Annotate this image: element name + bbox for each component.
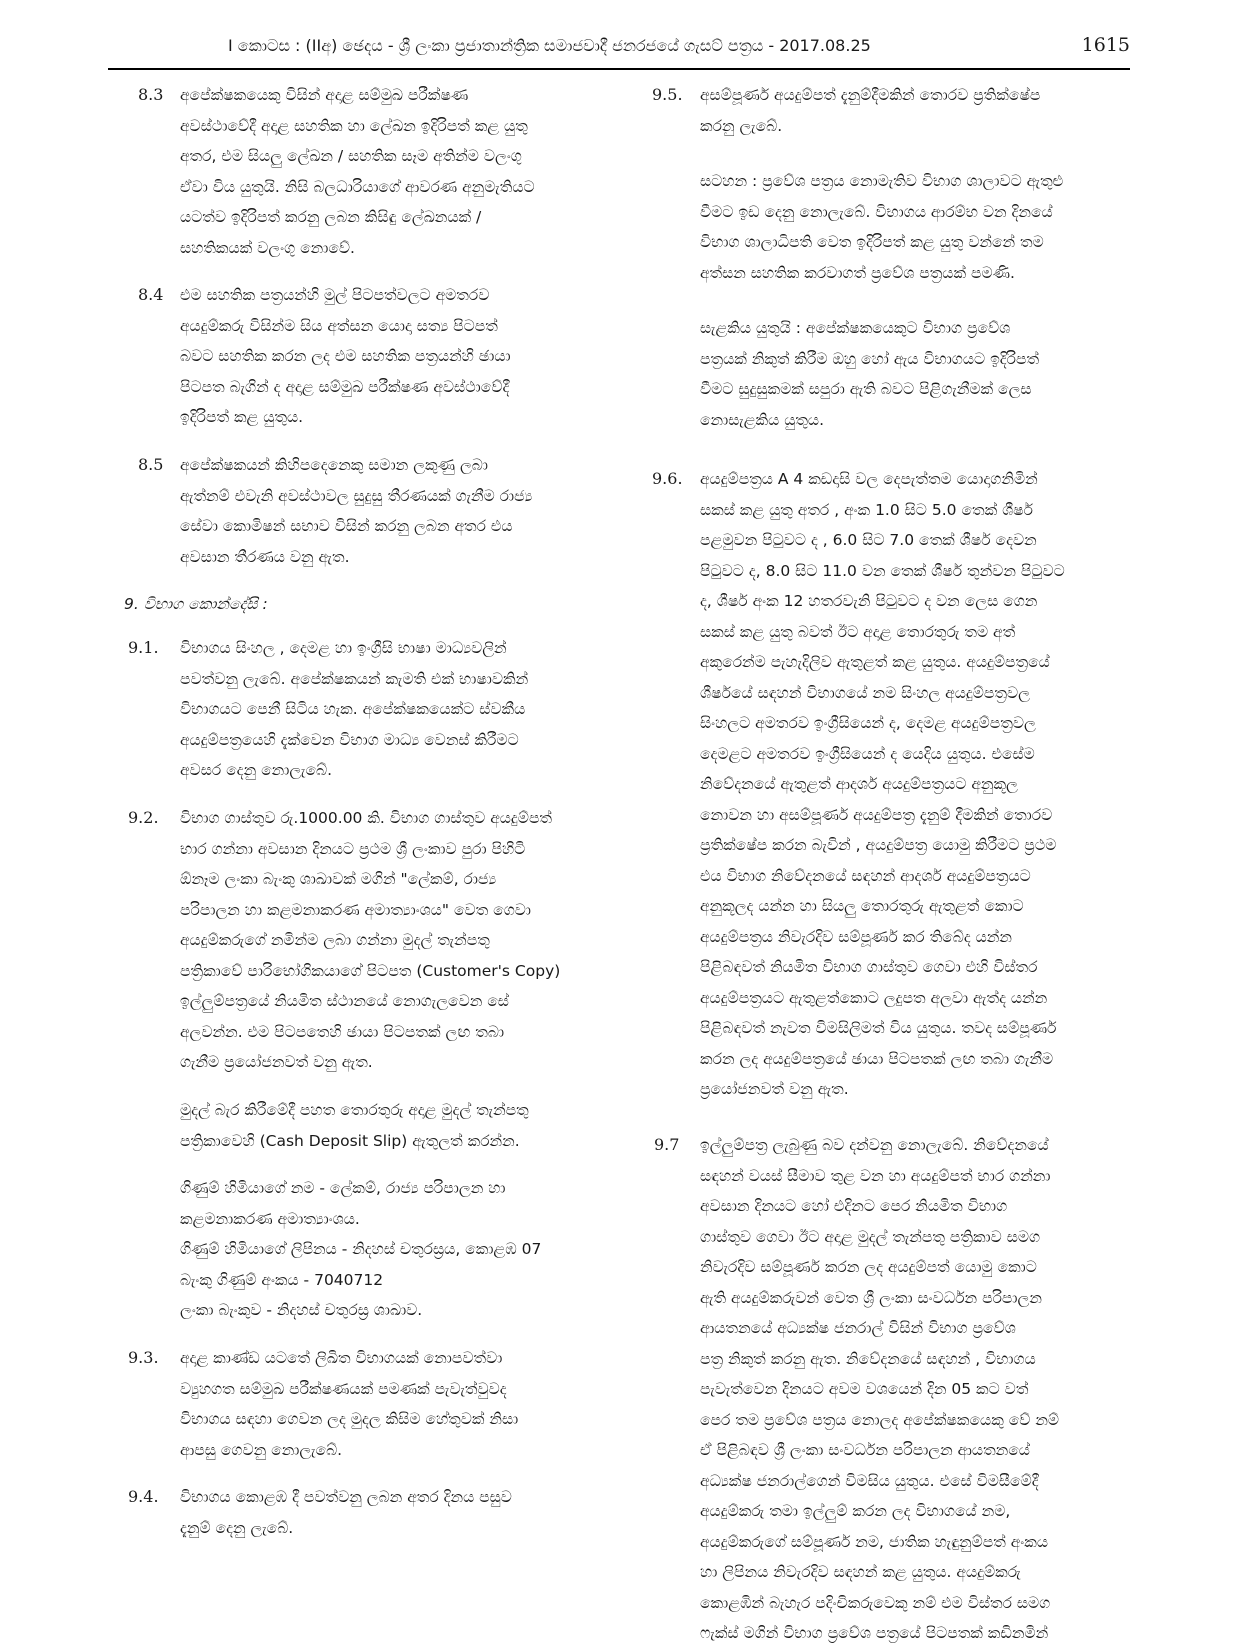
text-line: අපේක්ෂකයෙකු විසින් අදාළ සම්මුඛ පරීක්ෂණ xyxy=(180,86,469,104)
text-line: ව්‍යුහගත සම්මුඛ පරීක්ෂණයක් පමණක් පැවැත්වුවද xyxy=(180,1379,507,1398)
text-line: සේවා කොමිෂන් සභාව විසින් කරනු ලබන අතර එය xyxy=(180,517,513,535)
text-line: ශීර්ෂයේ සඳහන් විභාගයේ නම සිංහල අයදුම්පත්‍රවල xyxy=(700,683,1030,702)
text-line: විභාග ගාස්තුව රු.1000.00 කි. විභාග ගාස්තුව අයදුම්පත් xyxy=(180,809,553,827)
text-line: විභාග ශාලාධිපති වෙත ඉදිරිපත් කළ යුතු වන්නේ තම xyxy=(700,233,1044,251)
text-line: භාර ගන්නා අවසාන දිනයට ප්‍රථම ශ්‍රී ලංකාව පුරා පිහිටි xyxy=(180,839,526,858)
text-line: ගාස්තුව ගෙවා ඊට අදාළ මුදල් තැන්පතු පත්‍රිකාව සමග xyxy=(700,1227,1041,1246)
text-line: ඉල්ලුම්පත්‍රයේ නියමිත ස්ථානයේ නොගැලවෙන සේ xyxy=(180,992,509,1010)
clause-text xyxy=(180,1173,610,1326)
text-line: අයදුම්කරුගේ සම්පූර්ණ නම, ජාතික හැඳුනුම්පත් අංකය xyxy=(700,1532,1048,1551)
clause-number: 9.2. xyxy=(128,808,159,827)
text-line: අසම්පූර්ණ අයදුම්පත් දැනුම්දීමකින් තොරව ප්‍රතික්ෂේප xyxy=(700,86,1041,104)
text-line: පෙර තම ප්‍රවේශ පත්‍රය නොලද අපේක්ෂකයෙකු වේ නම් xyxy=(700,1410,1060,1429)
clause-9-4 xyxy=(120,1482,610,1546)
text-line: ආයතනයේ අධ්‍යක්ෂ ජනරාල් විසින් විභාග ප්‍රවේශ xyxy=(700,1319,1016,1337)
text-line: නිවැරදිව සම්පූර්ණ කරන ලද අයදුම්පත් යොමු කොට xyxy=(700,1258,1037,1276)
clause-text xyxy=(180,633,610,786)
text-line: පත්‍රයක් නිකුත් කිරීම ඔහු හෝ ඇය විභාගයට ඉදිරිපත් xyxy=(700,349,1040,368)
text-line: පැවැත්වෙන දිනයට අවම වශයෙන් දින 05 කට වත් xyxy=(700,1380,1029,1398)
text-line: අයදුම්කරු විසින්ම සිය අත්සන යොදා සත්‍ය පිටපත් xyxy=(180,316,498,335)
page-header xyxy=(108,30,1130,64)
text-line: ඕනෑම ලංකා බැංකු ශාඛාවක් මගින් "ලේකම්, රාජ්‍ය xyxy=(180,870,497,888)
text-line: පිළිබඳවත් නියමිත විභාග ගාස්තුව ගෙවා එහි විස්තර xyxy=(700,958,1038,976)
text-line: ආපසු ගෙවනු නොලැබේ. xyxy=(180,1440,343,1459)
text-line: අවසාන දිනයට හෝ එදිනට පෙර නියමිත විභාග xyxy=(700,1197,1008,1215)
text-line: ඒ පිළිබඳව ශ්‍රී ලංකා සංවර්ධන පරිපාලන ආයතනයේ xyxy=(700,1441,1030,1459)
text-line: පළමුවන පිටුවට ද , 6.0 සිට 7.0 තෙක් ශීර්ෂ දෙවන xyxy=(700,531,1037,549)
text-line: අධ්‍යක්ෂ ජනරාල්ගෙන් විමසිය යුතුය. එසේ විමසීමේදී xyxy=(700,1471,1039,1490)
text-line: එය විභාග නිවේදනයේ සඳහන් ආදර්ශ අයදුම්පත්‍රයට xyxy=(700,866,1031,885)
text-line: පිළිබඳවත් නැවත විමසිලිමත් විය යුතුය. තවද සම්පූර්ණ xyxy=(700,1019,1057,1037)
text-line: මුදල් බැර කිරීමේදී පහත තොරතුරු අදාළ මුදල් තැන්පතු xyxy=(180,1101,529,1119)
clause-number: 9.4. xyxy=(128,1487,159,1506)
text-line: ෆැක්ස් මගින් විභාග ප්‍රවේශ පත්‍රයේ පිටපතක් කඩිනමින් xyxy=(700,1624,1049,1642)
left-column xyxy=(120,80,610,1546)
clause-number: 8.5 xyxy=(138,455,164,474)
clause-number: 9.7 xyxy=(654,1135,680,1154)
text-line: බැංකු ගිණුම් අංකය - 7040712 xyxy=(180,1270,384,1289)
text-line: පිටපත බැගින් ද අදාළ සම්මුඛ පරීක්ෂණ අවස්ථාවේදී xyxy=(180,377,510,396)
text-line: අයදුම්පත්‍රයට ඇතුළත්කොට ලදුපත අලවා ඇත්ද යන්න xyxy=(700,988,1048,1007)
section-9-heading: 9. විභාග කොන්දේසි : xyxy=(124,595,268,613)
text-line: සහතිකයක් වලංගු නොවේ. xyxy=(180,238,355,257)
text-line: ද, ශීර්ෂ අංක 12 හතරවැනි පිටුවට ද වන ලෙස ගෙන xyxy=(700,592,1038,610)
text-line: අනුකූලද යන්න හා සියලු තොරතුරු ඇතුළත් කොට xyxy=(700,897,1024,915)
text-line: සිංහලට අමතරව ඉංග්‍රීසියෙන් ද, දෙමළ අයදුම්පත්‍රවල xyxy=(700,714,1036,732)
text-line: අතර, එම සියලු ලේඛන / සහතික සෑම අතින්ම වලංගු xyxy=(180,147,522,165)
warning-block xyxy=(648,313,1124,438)
clause-number: 8.3 xyxy=(138,85,164,104)
clause-number: 9.5. xyxy=(652,85,683,104)
text-line: ලංකා බැංකුව - නිදහස් චතුරස්‍ර ශාඛාව. xyxy=(180,1301,423,1319)
text-line: කරන ලද අයදුම්පත්‍රයේ ඡායා පිටපතක් ලඟ තබා ගැනීම xyxy=(700,1049,1054,1068)
page-number: 1615 xyxy=(1081,34,1130,56)
clause-9-3 xyxy=(120,1343,610,1468)
text-line: පත්‍රිකාවෙහි (Cash Deposit Slip) ඇතුලත් කරන්න. xyxy=(180,1131,520,1150)
text-line: නොසැළකිය යුතුය. xyxy=(700,410,824,429)
text-line: අවසර දෙනු නොලැබේ. xyxy=(180,761,333,779)
text-line: අවසාන තීරණය වනු ඇත. xyxy=(180,547,350,566)
clause-text xyxy=(700,80,1124,141)
text-line: දෙමළට අමතරව ඉංග්‍රීසියෙන් ද යෙදිය යුතුය. එසේම xyxy=(700,744,1035,763)
text-line: ඇත්නම් එවැනි අවස්ථාවල සුදුසු තීරණයක් ගැනීම රාජ්‍ය xyxy=(180,486,533,505)
header-rule xyxy=(108,68,1130,70)
text-line: අපේක්ෂකයන් කිහිපදෙනෙකු සමාන ලකුණු ලබා xyxy=(180,456,488,474)
clause-text xyxy=(700,464,1124,1105)
text-line: ඇති අයදුම්කරුවන් වෙත ශ්‍රී ලංකා සංවර්ධන පරිපාලන xyxy=(700,1288,1042,1307)
text-line: පිටුවට ද, 8.0 සිට 11.0 වන තෙක් ශීර්ෂ තුන්වන පිටුවට xyxy=(700,561,1065,580)
text-line: විභාගය සිංහල , දෙමළ හා ඉංග්‍රීසි භාෂා මාධ්‍යවලින් xyxy=(180,639,507,657)
text-line: ඉල්ලුම්පත්‍ර ලැබුණු බව දන්වනු නොලැබේ. නිවේදනයේ xyxy=(700,1136,1049,1154)
text-line: වීමට ඉඩ දෙනු නොලැබේ. විභාගය ආරම්භ වන දිනයේ xyxy=(700,202,1053,221)
clause-8-5 xyxy=(120,450,610,575)
text-line: දැනුම් දෙනු ලැබේ. xyxy=(180,1518,294,1537)
text-line: අයදුම්පත්‍රය නිවැරදිව සම්පූර්ණ කර තිබේද යන්න xyxy=(700,927,1012,946)
text-line: ප්‍රයෝජනවත් වනු ඇත. xyxy=(700,1080,849,1098)
text-line: පත්‍රිකාවේ පාරිභෝගිකයාගේ පිටපත (Customer's Copy) xyxy=(180,961,561,980)
text-line: එම සහතික පත්‍රයන්හි මුල් පිටපත්වලට අමතරව xyxy=(180,286,490,304)
text-line: විභාගය සඳහා ගෙවන ලද මුදල කිසිම හේතුවක් නිසා xyxy=(180,1410,519,1428)
clause-9-7 xyxy=(648,1130,1124,1652)
note-block xyxy=(648,166,1124,291)
text-line: ගැනීම ප්‍රයෝජනවත් වනු ඇත. xyxy=(180,1053,373,1071)
text-line: ප්‍රතික්ෂේප කරන බැවින් , අයදුම්පත්‍ර යොමු කිරීමට ප්‍රථම xyxy=(700,836,1057,854)
text-line: සඳහන් වයස් සීමාව තුළ වන හා අයදුම්පත් භාර ගන්නා xyxy=(700,1166,1051,1185)
text-line: අයදුම්පත්‍රයෙහි දැක්වෙන විභාග මාධ්‍ය වෙනස් කිරීමට xyxy=(180,730,519,749)
clause-8-3 xyxy=(120,80,610,266)
account-details xyxy=(120,1173,610,1329)
clause-number: 8.4 xyxy=(138,285,164,304)
clause-number: 9.6. xyxy=(652,469,683,488)
text-line: කරනු ලැබේ. xyxy=(700,116,783,135)
text-line: අයදුම්කරුගේ නමින්ම ලබා ගන්නා මුදල් තැන්පතු xyxy=(180,931,490,949)
text-line: අත්සන සහතික කරවාගත් ප්‍රවේශ පත්‍රයක් පමණි. xyxy=(700,263,1015,282)
text-line: හා ලිපිනය නිවැරදිව සඳහන් කළ යුතුය. අයදුම්කරු xyxy=(700,1563,1021,1581)
text-line: සකස් කළ යුතු බවත් ඊට අදාළ තොරතුරු තම අත් xyxy=(700,622,1016,641)
text-line: අකුරෙන්ම පැහැදිලිව ඇතුළත් කළ යුතුය. අයදුම්පත්‍රයේ xyxy=(700,653,1050,671)
text-line: අයදුම්පත්‍රය A 4 කඩදාසි වල දෙපැත්තම යොදාගනිමින් xyxy=(700,470,1038,488)
text-line: නොවන හා අසම්පූර්ණ අයදුම්පත්‍ර දැනුම් දීමකින් තොරව xyxy=(700,805,1053,824)
clause-text xyxy=(180,450,610,572)
clause-9-2 xyxy=(120,803,610,1081)
text-line: පවත්වනු ලැබේ. අපේක්ෂකයන් කැමති එක් භාෂාවකින් xyxy=(180,669,529,688)
text-line: ඒවා විය යුතුයි. නිසි බලධාරියාගේ ආවරණ අනුමැතියට xyxy=(180,177,535,196)
clause-text xyxy=(180,1095,610,1156)
text-line: යටත්ව ඉදිරිපත් කරනු ලබන කිසිඳු ලේඛනයක් / xyxy=(180,208,482,226)
text-line: අයදුම්කරු තමා ඉල්ලුම් කරන ලද විභාගයේ නම, xyxy=(700,1502,1011,1520)
clause-text xyxy=(180,1482,610,1543)
clause-text xyxy=(180,1343,610,1465)
text-line: අලවන්න. එම පිටපතෙහි ඡායා පිටපතක් ලඟ තබා xyxy=(180,1022,505,1041)
text-line: සැළකිය යුතුයි : අපේක්ෂකයෙකුට විභාග ප්‍රවේශ xyxy=(700,319,1011,337)
text-line: ගිණුම් හිමියාගේ නම - ලේකම්, රාජ්‍ය පරිපාලන හා xyxy=(180,1179,506,1197)
text-line: පරිපාලන හා කළමනාකරණ අමාත්‍යාංශය" වෙත ගෙවා xyxy=(180,900,532,919)
clause-9-5 xyxy=(648,80,1124,144)
text-line: කළමනාකරණ අමාත්‍යාංශය. xyxy=(180,1209,360,1228)
clause-text xyxy=(180,80,610,263)
right-column xyxy=(648,80,1124,1652)
gazette-title: I කොටස : (IIඅ) ඡෙදය - ශ්‍රී ලංකා ප්‍රජාතාන්ත්‍රික සමාජවාදී ජනරජයේ ගැසට් පත්‍රය - 2017.08.25 xyxy=(228,36,871,55)
clause-text xyxy=(180,803,610,1078)
text-line: අවස්ථාවේදී අදාළ සහතික හා ලේඛන ඉදිරිපත් කළ යුතු xyxy=(180,116,528,135)
deposit-instruction xyxy=(120,1095,610,1159)
text-line: වීමට සුදුසුකමක් සපුරා ඇති බවට පිළිගැනීමක් ලෙස xyxy=(700,380,1032,398)
clause-8-4 xyxy=(120,280,610,436)
text-line: විභාගයට පෙනී සිටිය හැක. අපේක්ෂකයෙක්ට ස්වකීය xyxy=(180,700,526,718)
clause-text xyxy=(180,280,610,433)
text-line: ගිණුම් හිමියාගේ ලිපිනය - නිදහස් චතුරස්‍රය, කොළඹ 07 xyxy=(180,1240,542,1258)
text-line: බවට සහතික කරන ලද එම සහතික පත්‍රයන්හි ඡායා xyxy=(180,347,511,365)
text-line: ඉදිරිපත් කළ යුතුය. xyxy=(180,408,304,426)
text-line: සකස් කළ යුතු අතර , අංක 1.0 සිට 5.0 තෙක් ශීර්ෂ xyxy=(700,500,1034,519)
clause-text xyxy=(700,1130,1124,1649)
clause-text xyxy=(700,166,1124,288)
clause-text xyxy=(700,313,1124,435)
clause-9-6 xyxy=(648,464,1124,1108)
text-line: සටහන : ප්‍රවේශ පත්‍රය නොමැතිව විභාග ශාලාවට ඇතුළු xyxy=(700,172,1064,190)
text-line: කොළඹින් බැහැර පදිංචිකරුවෙකු නම් එම විස්තර සමග xyxy=(700,1593,1051,1612)
text-line: අදාළ කාණ්ඩ යටතේ ලිඛිත විභාගයක් නොපවත්වා xyxy=(180,1349,503,1367)
text-line: නිවේදනයේ ඇතුළත් ආදර්ශ අයදුම්පත්‍රයට අනුකූල xyxy=(700,775,1018,793)
clause-number: 9.1. xyxy=(128,638,159,657)
text-line: විභාගය කොළඹ දී පවත්වනු ලබන අතර දිනය පසුව xyxy=(180,1488,512,1506)
text-line: පත්‍ර නිකුත් කරනු ඇත. නිවේදනයේ සඳහන් , විභාගය xyxy=(700,1349,1036,1368)
clause-number: 9.3. xyxy=(128,1348,159,1367)
clause-9-1 xyxy=(120,633,610,789)
